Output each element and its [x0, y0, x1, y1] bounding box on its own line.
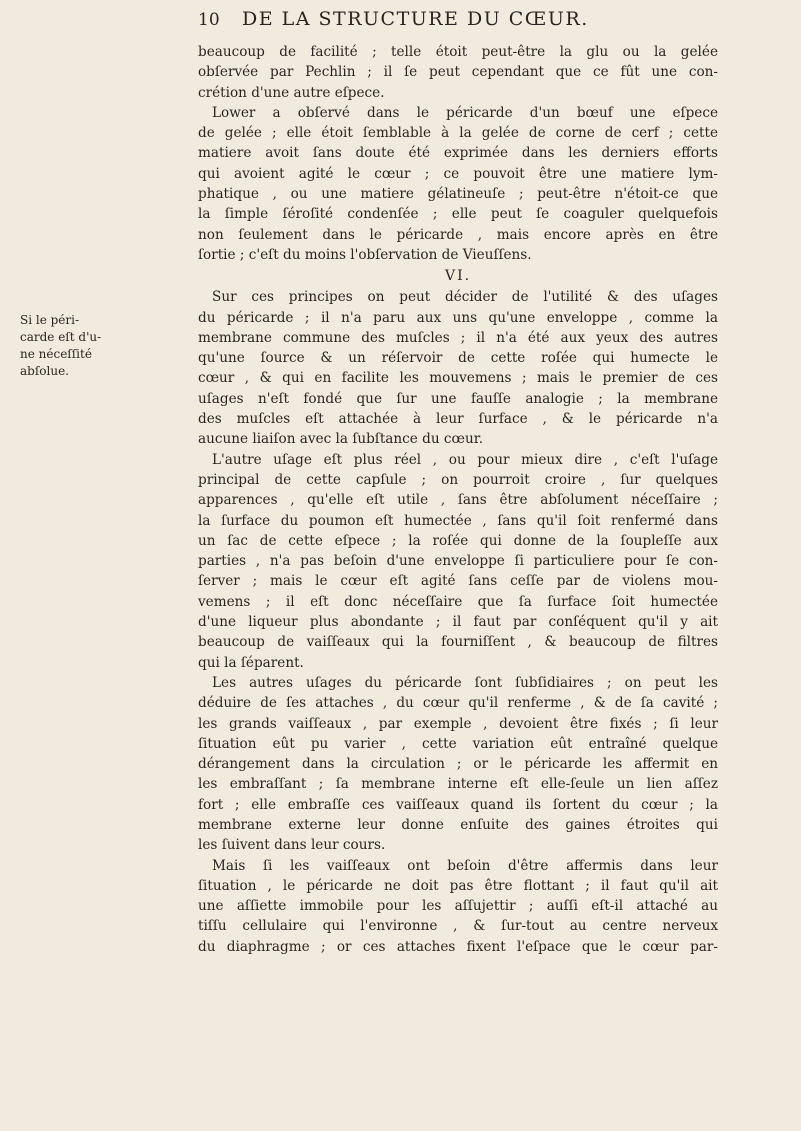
- text-line: ſerver ; mais le cœur eſt agité ſans ceſſe par de violens mou-: [198, 573, 718, 590]
- margin-note-line: abſolue.: [20, 364, 69, 378]
- main-text: [198, 42, 718, 957]
- text-line: Les autres uſages du péricarde ſont ſubſidiaires ; on peut les: [212, 674, 718, 691]
- text-line: de gelée ; elle étoit ſemblable à la gelée de corne de cerf ; cette: [198, 125, 718, 142]
- running-header: [198, 8, 718, 38]
- paragraph-principal-usage: [198, 450, 718, 673]
- text-line: la ſurface du poumon eſt humectée , ſans qu'il ſoit renfermé dans: [198, 512, 718, 529]
- text-line: parties , n'a pas beſoin d'une enveloppe ſi particuliere pour ſe con-: [198, 553, 718, 570]
- text-line: un ſac de cette eſpece ; la roſée qui donne de la ſoupleſſe aux: [198, 532, 718, 549]
- running-title: DE LA STRUCTURE DU CŒUR.: [242, 8, 589, 30]
- text-line: Sur ces principes on peut décider de l'utilité & des uſages: [212, 289, 718, 306]
- text-line: les embraſſant ; ſa membrane interne eſt elle-ſeule un lien aſſez: [198, 776, 718, 793]
- text-line: vemens ; il eſt donc néceſſaire que ſa ſurface ſoit humectée: [198, 593, 718, 610]
- text-line: qu'une ſource & un réſervoir de cette roſée qui humecte le: [198, 350, 718, 367]
- paragraph-attachments: [198, 856, 718, 957]
- text-line: déduire de ſes attaches , du cœur qu'il renferme , & de ſa cavité ;: [198, 695, 718, 712]
- paragraph-lower: [198, 103, 718, 265]
- text-line: qui la ſéparent.: [198, 654, 304, 671]
- margin-note: [20, 312, 100, 380]
- text-line: Mais ſi les vaiſſeaux ont beſoin d'être affermis dans leur: [212, 857, 718, 874]
- text-line: beaucoup de facilité ; telle étoit peut-être la glu ou la gelée: [198, 44, 718, 60]
- text-line: beaucoup de vaiſſeaux qui la fourniſſent , & beaucoup de filtres: [198, 634, 718, 651]
- page-number: 10: [198, 10, 220, 30]
- text-line: tiſſu cellulaire qui l'environne , & ſur-tout au centre nerveux: [198, 918, 718, 935]
- text-line: qui avoient agité le cœur ; ce pouvoit être une matiere lym-: [198, 165, 718, 182]
- margin-note-line: Si le péri-: [20, 313, 80, 327]
- text-line: obſervée par Pechlin ; il ſe peut cependant que ce fût une con-: [198, 64, 718, 81]
- text-line: ſituation eût pu varier , cette variation eût entraîné quelque: [198, 735, 718, 752]
- text-line: matiere avoit ſans doute été exprimée dans les derniers efforts: [198, 145, 718, 162]
- text-line: du diaphragme ; or ces attaches fixent l'eſpace que le cœur par-: [198, 938, 718, 955]
- text-line: Lower a obſervé dans le péricarde d'un bœuf une eſpece: [212, 104, 718, 121]
- paragraph-continued: [198, 42, 718, 103]
- text-line: ſituation , le péricarde ne doit pas être flottant ; il faut qu'il ait: [198, 877, 718, 894]
- text-line: crétion d'une autre eſpece.: [198, 84, 385, 101]
- margin-note-line: ne néceſſité: [20, 347, 92, 361]
- text-line: phatique , ou une matiere gélatineuſe ; peut-être n'étoit-ce que: [198, 186, 718, 203]
- margin-note-line: carde eſt d'u-: [20, 330, 102, 344]
- text-line: du péricarde ; il n'a paru aux uns qu'une enveloppe , comme la: [198, 309, 718, 326]
- text-line: membrane commune des muſcles ; il n'a été aux yeux des autres: [198, 329, 718, 346]
- text-line: ſortie ; c'eſt du moins l'obſervation de Vieuſſens.: [198, 246, 532, 263]
- text-line: principal de cette capſule ; on pourroit croire , ſur quelques: [198, 471, 718, 488]
- text-line: d'une liqueur plus abondante ; il faut par conſéquent qu'il y ait: [198, 614, 718, 631]
- text-line: dérangement dans la circulation ; or le péricarde les affermit en: [198, 756, 718, 773]
- text-line: une aſſiette immobile pour les aſſujettir ; auſſi eſt-il attaché au: [198, 898, 718, 915]
- text-line: cœur , & qui en facilite les mouvemens ; mais le premier de ces: [198, 370, 718, 387]
- text-line: la ſimple ſéroſité condenſée ; elle peut ſe coaguler quelquefois: [198, 206, 718, 223]
- text-line: les grands vaiſſeaux , par exemple , devoient être fixés ; ſi leur: [198, 715, 718, 732]
- text-line: aucune liaiſon avec la ſubſtance du cœur.: [198, 431, 484, 448]
- text-line: fort ; elle embraſſe ces vaiſſeaux quand ils ſortent du cœur ; la: [198, 796, 718, 813]
- paragraph-subsidiary-usages: [198, 673, 718, 856]
- text-line: les ſuivent dans leur cours.: [198, 837, 386, 854]
- text-line: membrane externe leur donne enſuite des gaines étroites qui: [198, 816, 718, 833]
- text-line: apparences , qu'elle eſt utile , ſans être abſolument néceſſaire ;: [198, 492, 718, 509]
- text-line: non ſeulement dans le péricarde , mais encore après en être: [198, 226, 718, 243]
- paragraph-usages: [198, 287, 718, 449]
- text-line: L'autre uſage eſt plus réel , ou pour mieux dire , c'eſt l'uſage: [212, 451, 718, 468]
- section-heading: VI.: [444, 268, 472, 285]
- text-line: des muſcles eſt attachée à leur ſurface , & le péricarde n'a: [198, 411, 718, 428]
- text-line: uſages n'eſt fondé que ſur une fauſſe analogie ; la membrane: [198, 390, 718, 407]
